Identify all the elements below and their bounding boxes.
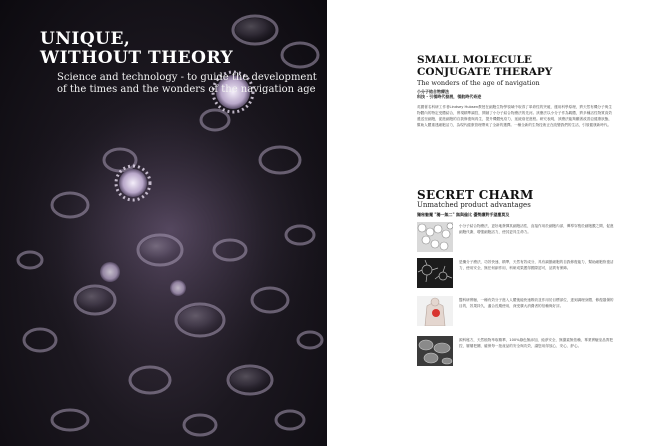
molecule-chain-image — [417, 222, 453, 252]
advantage-text: 醫科研實驗，一種有效分子進入人體後能快速吸收並作用於目標部位，達到調理身體、修復損傷的目的，效果持久，適合長期使用，深受廣大消費者的信賴與好評。 — [459, 298, 614, 308]
advantage-item — [417, 296, 617, 330]
red-cells-image — [417, 336, 453, 366]
section1-title-line-2: CONJUGATE THERAPY — [417, 66, 553, 78]
section2-subtitle: Unmatched product advantages — [417, 201, 531, 209]
hero-subtitle: Science and technology - to guide the development of the times and the wonders of the navigation age — [57, 72, 317, 95]
hero-title — [40, 30, 233, 68]
advantage-item — [417, 222, 617, 256]
right-page — [327, 0, 652, 446]
advantage-text: 是藥分子療法，功效快速、精準，天然有效成分，具有調節細胞的自我修復能力，幫助細胞恢復活力，使用安全，無任何副作用，科研成果獲得國際認可，品質有保障。 — [459, 260, 614, 270]
hero-title-line-2: WITHOUT THEORY — [40, 48, 234, 68]
hero-title-line-1: UNIQUE, — [40, 29, 131, 49]
advantage-text: 小分子結合物療法，更好地發揮其細胞活性，直接作用於細胞內部，傳導穿梭於細胞膜之間，促進細胞代謝，增強細胞活力，使其更具生命力。 — [459, 224, 614, 234]
section1-title — [417, 54, 552, 78]
section1-zh-label: 小分子結合物療法 — [417, 89, 449, 94]
advantage-item — [417, 258, 617, 292]
torso-illustration-image — [417, 296, 453, 326]
advantage-text: 源科秘方，天然植物萃取精華，100%綠色無添加，純淨安全，無激素無依賴，專業實驗室品質把控，層層把關，確保每一批產品的安全與功效，讓您用得放心、安心、舒心。 — [459, 338, 614, 348]
section2-zh-label: 獨秘魅魔 "獨一無二" 無與倫比 優勢讓對手望塵莫及 — [417, 212, 510, 217]
section1-subtitle: The wonders of the age of navigation — [417, 79, 540, 87]
section1-zh-subtitle: 科技 · 引領時代發展，領航時代奇迹 — [417, 94, 482, 99]
section1-title-line-1: SMALL MOLECULE — [417, 54, 532, 66]
advantage-item — [417, 336, 617, 370]
section1-body: 英國著名科研工作者Lindsey Hubsen教授在細胞生物學領域中取得了革命性的突破，運用科學原理，將天然有機分子與生物體內的特定受體結合，實現精準調控，開創了小分子結合物療法的先河。該療法以小分子作為載體，將多種活性物質高效遞送至細胞，促進細胞的自我修復與再生，提升機體免疫力，延緩衰老進程。研究表明，該療法能夠顯著改善亞健康狀態，幫助人體重建細胞活力，為現代健康管理帶來了全新的選擇。一種全新的生物技術正在改變我們的生活，引領健康新時代。 — [417, 105, 612, 127]
section2-title: SECRET CHARM — [417, 188, 534, 202]
dark-cells-image — [417, 258, 453, 288]
